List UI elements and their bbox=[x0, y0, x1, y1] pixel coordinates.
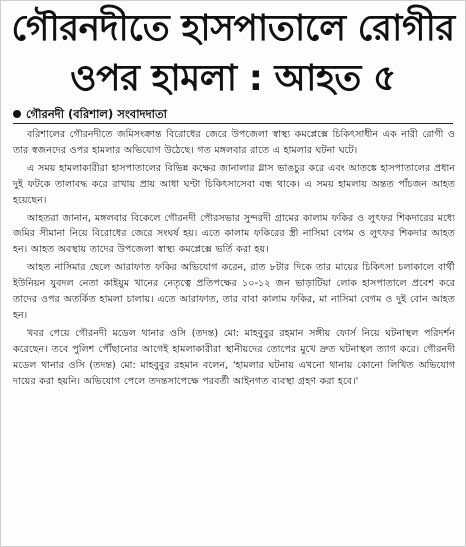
paragraph-1: বরিশালের গৌরনদীতে জমিসংক্রান্ত বিরোধের জেরে উপজেলা স্বাস্থ্য কমপ্লেক্সে চিকিৎসাধীন এক নারী রোগী ও তার স্বজনদের ওপর হামলার অভিযোগ উঠেছে। গত মঙ্গলবার রাতে এ হামলার ঘটনা ঘটে। bbox=[13, 129, 455, 156]
paragraph-4: আহত নাসিমার ছেলে আরাফাত ফকির অভিযোগ করেন, রাত ৮টার দিকে তার মায়ের চিকিৎসা চলাকালে বার্থী ইউনিয়ন যুবদল নেতা কাইয়ুম খানের নেতৃত্বে প্রতিপক্ষের ১০-১২ জন ভাড়াটিয়া লোক হাসপাতালে প্রবেশ করে তাদের ওপর অতর্কিত হামলা চালায়। এতে আরাফাত, তার বাবা কালাম ফকির, মা নাসিমা বেগম ও দুই বোন আহত হন। bbox=[13, 262, 455, 321]
byline-text: গৌরনদী (বরিশাল) সংবাদদাতা bbox=[26, 107, 167, 121]
byline-divider bbox=[13, 123, 453, 124]
bullet-icon bbox=[13, 110, 21, 118]
article-body bbox=[13, 127, 455, 392]
headline-line-1: গৌরনদীতে হাসপাতালে রোগীর bbox=[11, 8, 455, 49]
headline-line-2: ওপর হামলা : আহত ৫ bbox=[70, 58, 396, 99]
paragraph-3: আহতরা জানান, মঙ্গলবার বিকেলে গৌরনদী পৌরসভার সুন্দরদী গ্রামের কালাম ফকির ও লুৎফর শিকদারের মধ্যে জমির সীমানা নিয়ে বিরোধের জেরে সংঘর্ষ হয়। এতে কালাম ফকিরের স্ত্রী নাসিমা বেগম ও লুৎফর শিকদার আহত হন। আহত অবস্থায় তাদের উপজেলা স্বাস্থ্য কমপ্লেক্সে ভর্তি করা হয়। bbox=[13, 212, 455, 256]
paragraph-2: এ সময় হামলাকারীরা হাসপাতালের বিভিন্ন কক্ষের জানালার গ্লাস ভাঙচুর করে এবং আতঙ্কে হাসপাতালের প্রধান দুই ফটকে তালাবদ্ধ করে রাখায় প্রায় আধা ঘণ্টা চিকিৎসাসেবা বন্ধ থাকে। এ সময় হামলায় অন্তত পাঁচজন আহত হয়েছেন। bbox=[13, 162, 455, 206]
paragraph-5: খবর পেয়ে গৌরনদী মডেল থানার ওসি (তদন্ত) মো: মাহবুবুর রহমান সঙ্গীয় ফোর্স নিয়ে ঘটনাস্থল পরিদর্শন করেছেন। তবে পুলিশ পৌঁছানোর আগেই হামলাকারীরা স্থানীয়দের তোপের মুখে দ্রুত ঘটনাস্থল ত্যাগ করে। গৌরনদী মডেল থানার ওসি (তদন্ত) মো: মাহবুবুর রহমান বলেন, 'হামলার ঘটনায় এখনো থানায় কোনো লিখিত অভিযোগ দায়ের করা হয়নি। অভিযোগ পেলে তদন্তসাপেক্ষে পরবর্তী আইনগত ব্যবস্থা গ্রহণ করা হবে।' bbox=[13, 327, 455, 387]
byline bbox=[13, 105, 167, 123]
